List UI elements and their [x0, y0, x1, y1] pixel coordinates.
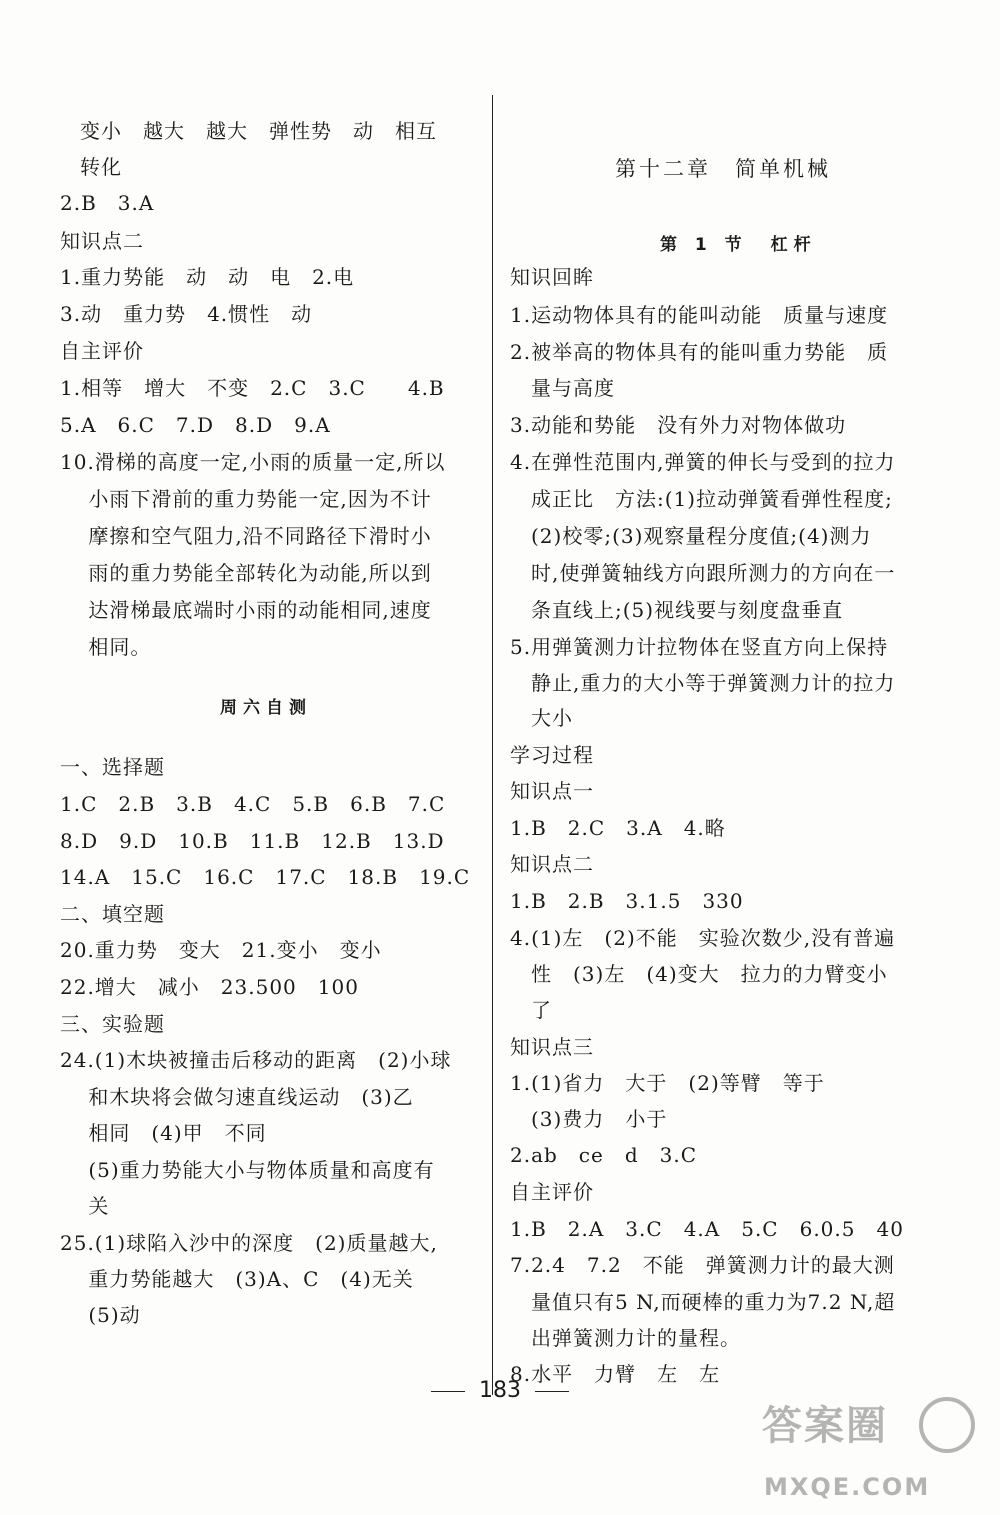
- section-heading: 自主评价: [510, 1180, 594, 1204]
- text-line: 性 (3)左 (4)变大 拉力的力臂变小: [510, 962, 888, 986]
- text-line: 雨的重力势能全部转化为动能,所以到: [60, 561, 432, 585]
- text-line: 2.B 3.A: [60, 191, 155, 215]
- text-line: 25.(1)球陷入沙中的深度 (2)质量越大,: [60, 1231, 438, 1255]
- watermark-top-text: 答案圈: [762, 1403, 888, 1449]
- text-line: 8.D 9.D 10.B 11.B 12.B 13.D: [60, 829, 445, 853]
- section-heading: 一、选择题: [60, 755, 165, 779]
- watermark-circle-icon: [921, 1399, 973, 1451]
- text-line: 1.相等 增大 不变 2.C 3.C 4.B: [60, 376, 445, 400]
- dash-right: [535, 1391, 569, 1392]
- chapter-title: 第十二章 简单机械: [615, 157, 831, 181]
- watermark-logo: [742, 1367, 982, 1507]
- text-line: 2.被举高的物体具有的能叫重力势能 质: [510, 340, 889, 364]
- text-line: 3.动 重力势 4.惯性 动: [60, 302, 313, 326]
- text-line: 达滑梯最底端时小雨的动能相同,速度: [60, 598, 432, 622]
- text-line: 4.在弹性范围内,弹簧的伸长与受到的拉力: [510, 450, 896, 474]
- text-line: 24.(1)木块被撞击后移动的距离 (2)小球: [60, 1048, 452, 1072]
- text-line: 1.重力势能 动 动 电 2.电: [60, 265, 355, 289]
- text-line: 条直线上;(5)视线要与刻度盘垂直: [510, 598, 844, 622]
- text-line: (5)动: [60, 1303, 141, 1327]
- text-line: 1.运动物体具有的能叫动能 质量与速度: [510, 303, 889, 327]
- text-line: 转化: [80, 155, 122, 179]
- text-line: (2)校零;(3)观察量程分度值;(4)测力: [510, 524, 872, 548]
- text-line: 量值只有5 N,而硬棒的重力为7.2 N,超: [510, 1290, 896, 1314]
- watermark-bottom-text: MXQE.COM: [764, 1473, 931, 1501]
- text-line: 大小: [510, 706, 573, 730]
- text-line: 出弹簧测力计的量程。: [510, 1326, 741, 1350]
- text-line: 成正比 方法:(1)拉动弹簧看弹性程度;: [510, 487, 893, 511]
- dash-left: [431, 1391, 465, 1392]
- text-line: 5.用弹簧测力计拉物体在竖直方向上保持: [510, 635, 889, 659]
- column-divider: [492, 95, 493, 1395]
- section-heading: 知识点一: [510, 779, 594, 803]
- text-line: 5.A 6.C 7.D 8.D 9.A: [60, 413, 331, 437]
- section-heading: 学习过程: [510, 743, 594, 767]
- text-line: 量与高度: [510, 376, 615, 400]
- page-number: 183: [479, 1378, 521, 1403]
- text-line: (5)重力势能大小与物体质量和高度有: [60, 1158, 435, 1182]
- section-heading: 知识点二: [510, 852, 594, 876]
- section-heading: 知识点二: [60, 229, 144, 253]
- text-line: 2.ab ce d 3.C: [510, 1143, 698, 1167]
- text-line: 1.B 2.B 3.1.5 330: [510, 889, 744, 913]
- text-line: 了: [510, 998, 552, 1022]
- text-line: 4.(1)左 (2)不能 实验次数少,没有普遍: [510, 926, 896, 950]
- text-line: 7.2.4 7.2 不能 弹簧测力计的最大测: [510, 1253, 895, 1277]
- text-line: 1.B 2.C 3.A 4.略: [510, 816, 726, 840]
- text-line: 22.增大 减小 23.500 100: [60, 975, 359, 999]
- text-line: 变小 越大 越大 弹性势 动 相互: [80, 119, 437, 143]
- text-line: 8.水平 力臂 左 左: [510, 1362, 721, 1386]
- section-heading: 知识点三: [510, 1035, 594, 1059]
- text-line: 小雨下滑前的重力势能一定,因为不计: [60, 487, 432, 511]
- section-heading: 三、实验题: [60, 1012, 165, 1036]
- section-heading: 二、填空题: [60, 902, 165, 926]
- text-line: 3.动能和势能 没有外力对物体做功: [510, 413, 847, 437]
- text-line: 摩擦和空气阻力,沿不同路径下滑时小: [60, 524, 432, 548]
- text-line: 相同 (4)甲 不同: [60, 1121, 267, 1145]
- text-line: 和木块将会做匀速直线运动 (3)乙: [60, 1085, 414, 1109]
- text-line: 关: [60, 1194, 110, 1218]
- text-line: 1.B 2.A 3.C 4.A 5.C 6.0.5 40: [510, 1217, 904, 1241]
- text-line: 1.(1)省力 大于 (2)等臂 等于: [510, 1071, 825, 1095]
- text-line: 重力势能越大 (3)A、C (4)无关: [60, 1267, 414, 1291]
- text-line: 14.A 15.C 16.C 17.C 18.B 19.C: [60, 865, 471, 889]
- text-line: 相同。: [60, 635, 152, 659]
- section-title: 第 1 节 杠杆: [660, 235, 817, 255]
- text-line: 静止,重力的大小等于弹簧测力计的拉力: [510, 671, 896, 695]
- text-line: (3)费力 小于: [510, 1107, 668, 1131]
- text-line: 时,使弹簧轴线方向跟所测力的方向在一: [510, 561, 896, 585]
- section-title: 周六自测: [220, 698, 312, 718]
- text-line: 20.重力势 变大 21.变小 变小: [60, 938, 382, 962]
- text-line: 10.滑梯的高度一定,小雨的质量一定,所以: [60, 450, 446, 474]
- section-heading: 知识回眸: [510, 265, 594, 289]
- section-heading: 自主评价: [60, 339, 144, 363]
- text-line: 1.C 2.B 3.B 4.C 5.B 6.B 7.C: [60, 792, 446, 816]
